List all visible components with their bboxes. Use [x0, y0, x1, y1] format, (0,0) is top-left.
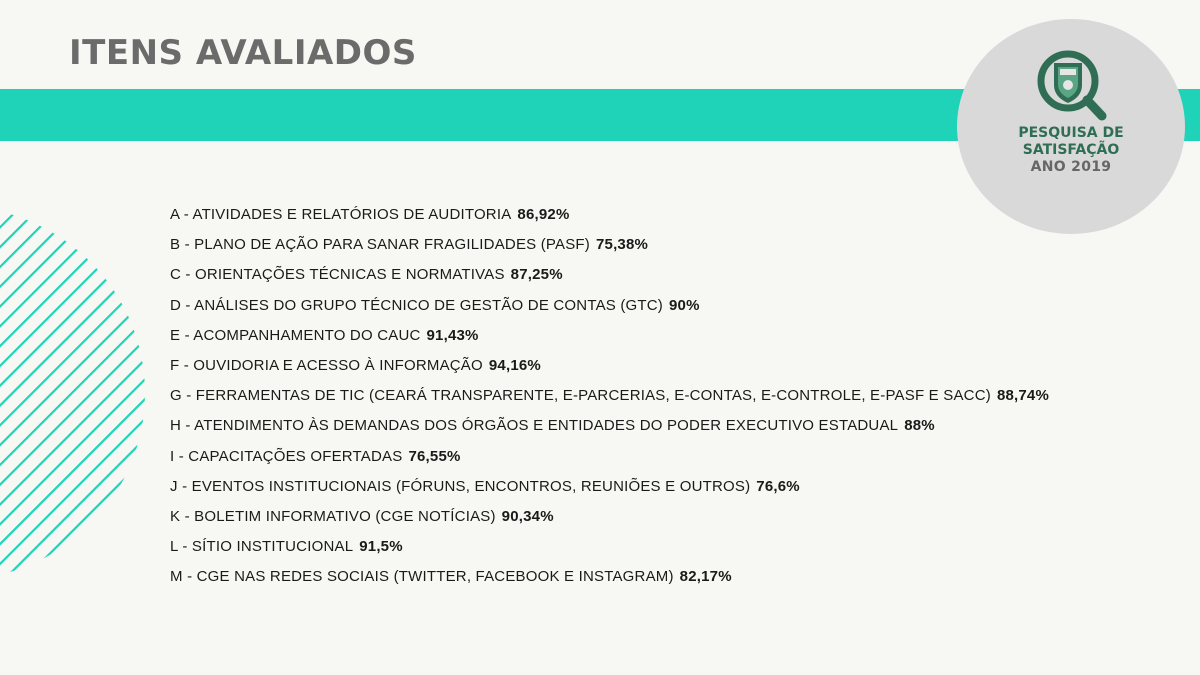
item-label: A - ATIVIDADES E RELATÓRIOS DE AUDITORIA	[170, 206, 512, 223]
list-item	[170, 562, 1049, 592]
item-label: H - ATENDIMENTO ÀS DEMANDAS DOS ÓRGÃOS E ENTIDADES DO PODER EXECUTIVO ESTADUAL	[170, 417, 899, 435]
diagonal-stripes-decoration	[0, 206, 145, 580]
item-percentage: 82,17%	[679, 568, 732, 586]
badge-line-1: PESQUISA DE	[1018, 125, 1124, 141]
item-percentage: 88,74%	[996, 387, 1050, 405]
item-percentage: 90,34%	[501, 507, 554, 525]
item-label: F - OUVIDORIA E ACESSO À INFORMAÇÃO	[170, 356, 483, 374]
item-percentage: 76,55%	[408, 447, 461, 465]
item-label: G - FERRAMENTAS DE TIC (CEARÁ TRANSPARENTE, E-PARCERIAS, E-CONTAS, E-CONTROLE, E-PASF E SACC)	[170, 387, 991, 405]
list-item	[170, 381, 1049, 411]
item-percentage: 86,92%	[517, 206, 570, 223]
list-item	[170, 411, 1049, 441]
item-percentage: 91,43%	[426, 326, 479, 344]
list-item	[170, 532, 1049, 562]
badge-text	[957, 125, 1185, 176]
item-label: E - ACOMPANHAMENTO DO CAUC	[170, 326, 421, 344]
list-item	[170, 230, 1049, 260]
list-item	[170, 260, 1049, 290]
item-percentage: 76,6%	[756, 477, 800, 495]
list-item	[170, 200, 1049, 230]
item-label: K - BOLETIM INFORMATIVO (CGE NOTÍCIAS)	[170, 507, 496, 525]
evaluated-items-list	[170, 200, 1049, 592]
item-label: C - ORIENTAÇÕES TÉCNICAS E NORMATIVAS	[170, 266, 505, 284]
item-percentage: 91,5%	[359, 538, 403, 556]
list-item	[170, 472, 1049, 502]
item-label: L - SÍTIO INSTITUCIONAL	[170, 538, 354, 556]
list-item	[170, 502, 1049, 532]
list-item	[170, 442, 1049, 472]
item-percentage: 88%	[904, 417, 935, 435]
list-item	[170, 351, 1049, 381]
list-item	[170, 291, 1049, 321]
item-percentage: 75,38%	[595, 236, 649, 254]
item-label: M - CGE NAS REDES SOCIAIS (TWITTER, FACEBOOK E INSTAGRAM)	[170, 568, 674, 586]
item-label: B - PLANO DE AÇÃO PARA SANAR FRAGILIDADES (PASF)	[170, 236, 590, 254]
item-label: J - EVENTOS INSTITUCIONAIS (FÓRUNS, ENCONTROS, REUNIÕES E OUTROS)	[170, 477, 751, 495]
list-item	[170, 321, 1049, 351]
magnifier-seal-icon	[1034, 47, 1110, 123]
page-title: ITENS AVALIADOS	[69, 33, 417, 73]
item-label: I - CAPACITAÇÕES OFERTADAS	[170, 447, 403, 465]
item-percentage: 90%	[669, 296, 700, 314]
item-label: D - ANÁLISES DO GRUPO TÉCNICO DE GESTÃO DE CONTAS (GTC)	[170, 296, 664, 314]
badge-line-2: SATISFAÇÃO	[1022, 142, 1120, 158]
item-percentage: 94,16%	[488, 356, 541, 374]
item-percentage: 87,25%	[510, 266, 563, 284]
badge-line-3: ANO 2019	[1030, 159, 1112, 175]
